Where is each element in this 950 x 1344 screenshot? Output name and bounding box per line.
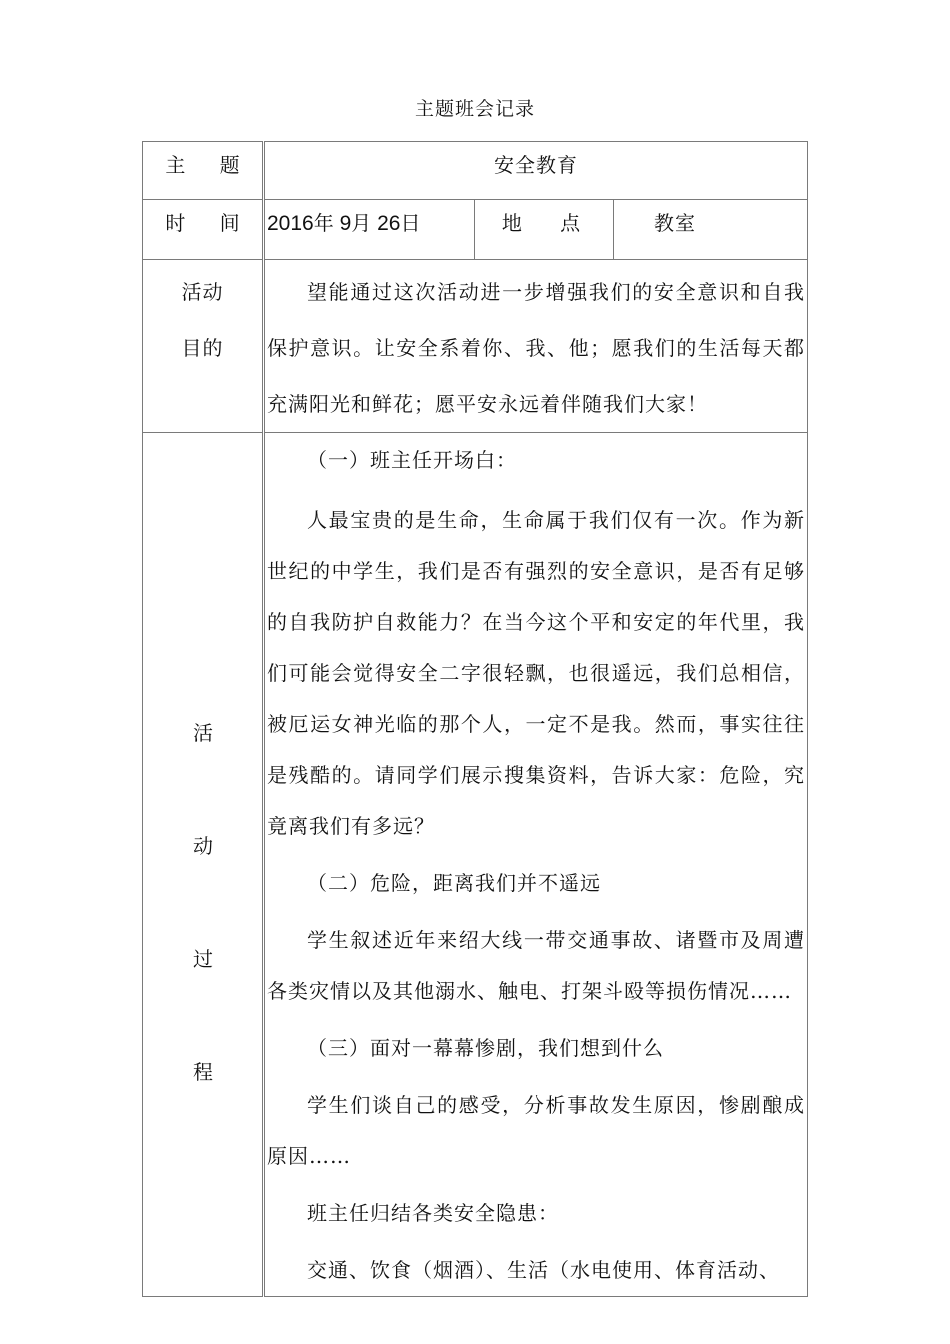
topic-row [143, 142, 808, 200]
date-year-unit: 年 [313, 211, 334, 235]
purpose-text-cell [264, 260, 808, 433]
process-paragraph-7: 班主任归结各类安全隐患： [307, 1201, 559, 1225]
purpose-label-line1: 活动 [181, 280, 224, 304]
purpose-label [143, 260, 264, 433]
meeting-record-table [142, 141, 808, 1297]
date-year: 2016 [267, 212, 314, 235]
topic-value: 安全教育 [264, 142, 808, 200]
page-title: 主题班会记录 [414, 98, 535, 120]
place-value: 教室 [614, 200, 808, 260]
purpose-label-line2: 目的 [181, 336, 224, 360]
process-label-char-2: 动 [193, 834, 213, 858]
date-month: 9 [339, 212, 352, 235]
purpose-text: 望能通过这次活动进一步增强我们的安全意识和自我保护意识。让安全系着你、我、他；愿我们的生活每天都充满阳光和鲜花；愿平安永远着伴随我们大家！ [267, 280, 806, 416]
time-row [143, 200, 808, 260]
process-label [143, 433, 264, 1297]
date-month-unit: 月 [351, 211, 372, 235]
place-label: 地 点 [475, 200, 614, 260]
time-label: 时 间 [143, 200, 264, 260]
purpose-row [143, 260, 808, 433]
process-paragraph-3: （二）危险，距离我们并不遥远 [307, 871, 601, 895]
process-paragraph-6: 学生们谈自己的感受，分析事故发生原因，惨剧酿成原因…… [267, 1093, 806, 1168]
process-paragraph-2: 人最宝贵的是生命，生命属于我们仅有一次。作为新世纪的中学生，我们是否有强烈的安全意识，是否有足够的自我防护自救能力？在当今这个平和安定的年代里，我们可能会觉得安全二字很轻飘，也很遥远，我们总相信，被厄运女神光临的那个人，一定不是我。然而，事实往往是残酷的。请同学们展示搜集资料，告诉大家：危险，究竟离我们有多远？ [267, 508, 806, 838]
process-row [143, 433, 808, 1297]
process-label-char-1: 活 [193, 721, 213, 745]
date-value [264, 200, 475, 260]
process-paragraph-8: 交通、饮食（烟酒）、生活（水电使用、体育活动、 [307, 1258, 780, 1282]
process-label-char-4: 程 [193, 1060, 213, 1084]
process-paragraph-5: （三）面对一幕幕惨剧，我们想到什么 [307, 1036, 664, 1060]
process-paragraph-4: 学生叙述近年来绍大线一带交通事故、诸暨市及周遭各类灾情以及其他溺水、触电、打架斗殴等损伤情况…… [267, 928, 806, 1003]
date-day: 26 [377, 212, 401, 235]
date-day-unit: 日 [400, 211, 421, 235]
process-label-char-3: 过 [193, 947, 213, 971]
topic-label: 主 题 [143, 142, 264, 200]
process-text-cell [264, 433, 808, 1297]
process-paragraph-1: （一）班主任开场白： [307, 448, 517, 472]
